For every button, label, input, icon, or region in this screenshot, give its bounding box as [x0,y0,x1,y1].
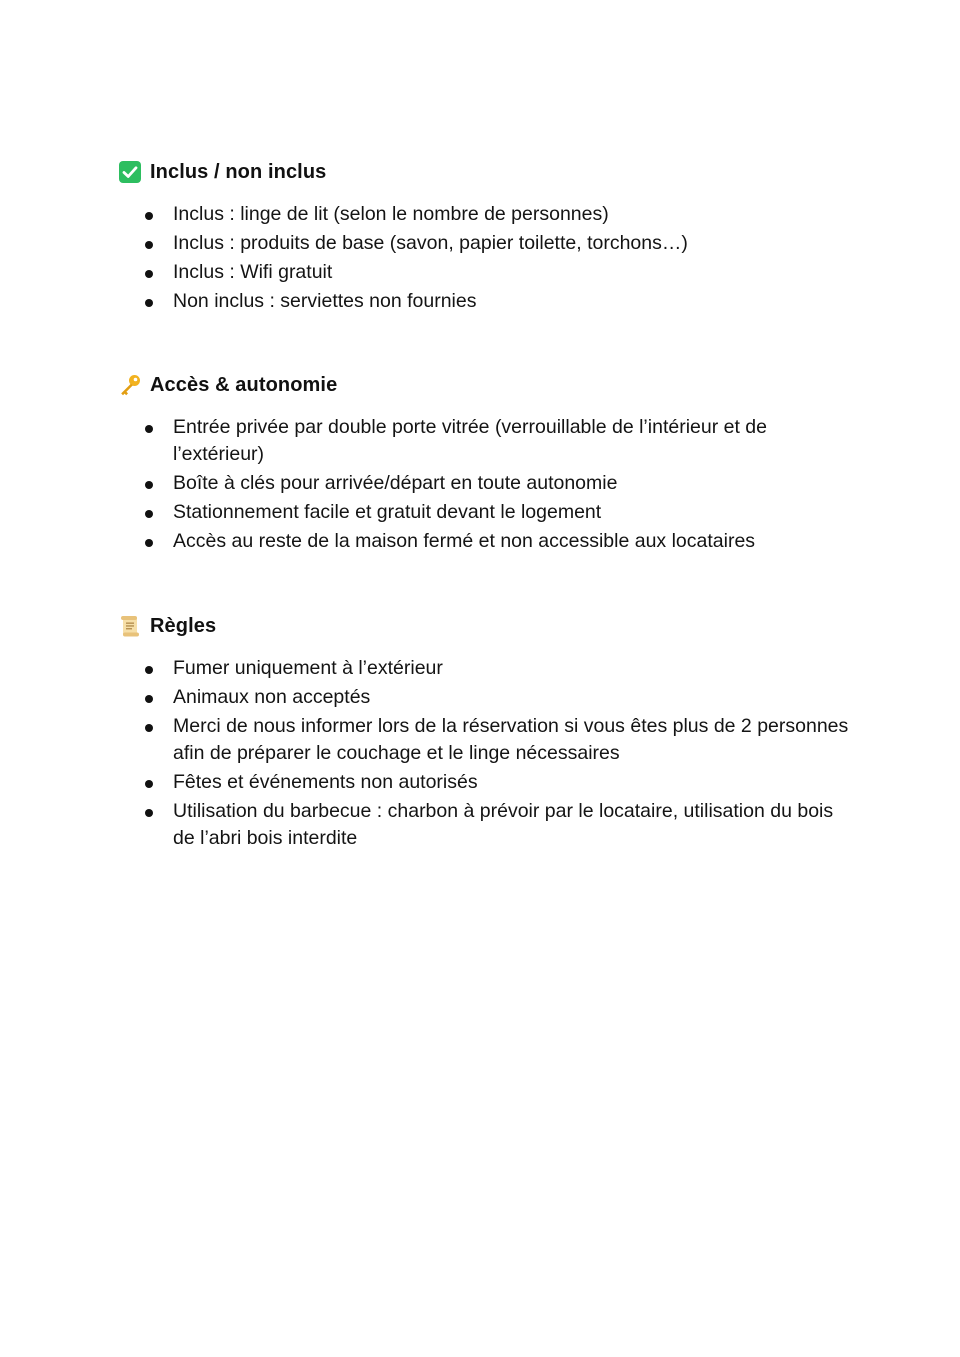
scroll-icon [118,614,142,638]
bullet-dot [145,724,153,732]
bullet-dot [145,241,153,249]
section-access [118,370,858,557]
list-item-text: Inclus : linge de lit (selon le nombre de personnes) [173,203,609,225]
section-heading [118,370,858,400]
list-item-text: Accès au reste de la maison fermé et non accessible aux locataires [173,530,756,552]
list-item [118,798,858,852]
bullet-list [118,201,858,315]
section-title: Règles [150,614,217,637]
section-title: Accès & autonomie [150,373,338,396]
list-item [118,769,858,796]
bullet-list [118,655,858,852]
list-item [118,288,858,315]
list-item [118,655,858,682]
bullet-dot [145,780,153,788]
list-item [118,470,858,497]
list-item [118,259,858,286]
list-item-text: Inclus : Wifi gratuit [173,261,333,283]
list-item-text: Fumer uniquement à l’extérieur [173,657,443,679]
list-item-text: Fêtes et événements non autorisés [173,771,478,793]
check-box-icon [118,160,142,184]
list-item-text: Entrée privée par double porte vitrée (verrouillable de l’intérieur et de l’extérieur) [173,416,767,465]
section-title: Inclus / non inclus [150,160,327,183]
bullet-dot [145,212,153,220]
list-item [118,713,858,767]
list-item-text: Utilisation du barbecue : charbon à prévoir par le locataire, utilisation du bois de l’abri bois interdite [173,800,834,849]
bullet-dot [145,695,153,703]
bullet-dot [145,299,153,307]
list-item [118,414,858,468]
list-item [118,230,858,257]
bullet-dot [145,666,153,674]
section-heading [118,611,858,641]
list-item [118,684,858,711]
list-item-text: Stationnement facile et gratuit devant le logement [173,501,602,523]
list-item-text: Merci de nous informer lors de la réservation si vous êtes plus de 2 personnes afin de préparer le couchage et le linge nécessaires [173,715,849,764]
section-rules [118,611,858,854]
bullet-dot [145,270,153,278]
bullet-dot [145,481,153,489]
key-icon [118,373,142,397]
list-item-text: Inclus : produits de base (savon, papier toilette, torchons…) [173,232,688,254]
section-included [118,157,858,317]
bullet-dot [145,510,153,518]
list-item [118,528,858,555]
bullet-dot [145,425,153,433]
bullet-dot [145,809,153,817]
list-item-text: Boîte à clés pour arrivée/départ en toute autonomie [173,472,618,494]
list-item-text: Animaux non acceptés [173,686,371,708]
section-heading [118,157,858,187]
list-item [118,499,858,526]
list-item-text: Non inclus : serviettes non fournies [173,290,477,312]
bullet-dot [145,539,153,547]
list-item [118,201,858,228]
bullet-list [118,414,858,555]
